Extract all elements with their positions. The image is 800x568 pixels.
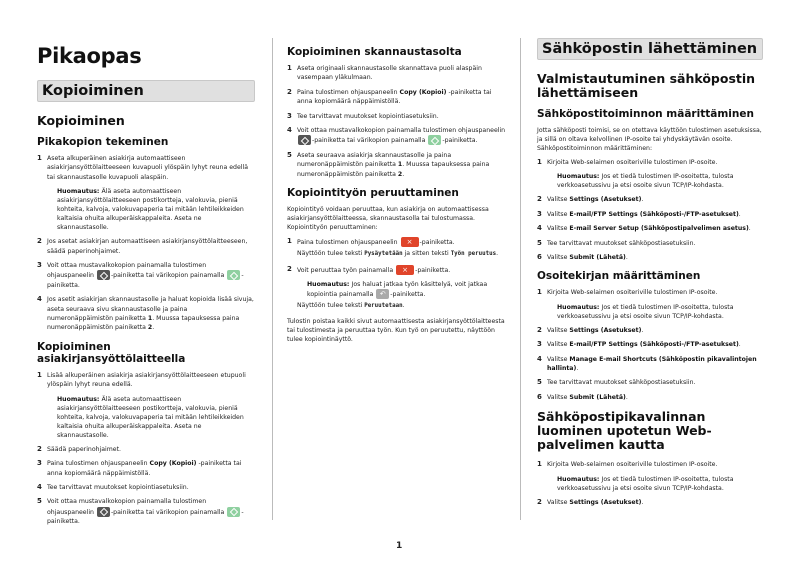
bold-text: 2 [147, 324, 153, 332]
step-number: 2 [287, 87, 292, 96]
bold-text: Submit (Lähetä) [569, 393, 626, 401]
start-color-icon [227, 270, 240, 280]
text: Jos et tiedä tulostimen IP-osoitetta, tulosta verkkoasetussivu ja etsi osoite sivun TCP/IP-kohdasta. [557, 303, 734, 320]
stop-icon [401, 237, 419, 247]
text: Valitse [547, 393, 570, 401]
bold-text: Submit (Lähetä) [569, 254, 626, 262]
step-item [287, 112, 507, 121]
column-right [537, 38, 763, 512]
text: Jos et tiedä tulostimen IP-osoitetta, tulosta verkkoasetussivu ja etsi osoite sivun TCP/IP-kohdasta. [557, 475, 734, 492]
step-item [37, 497, 255, 526]
text: -painiketta. [415, 266, 451, 274]
step-item [37, 371, 255, 390]
text: . [738, 341, 741, 349]
section-banner: Sähköpostin lähettäminen [537, 38, 763, 60]
text: . Muussa tapauksessa paina numeronäppäimistön painiketta [47, 315, 240, 332]
display-message: Peruutetaan [364, 303, 403, 310]
text: . Muussa tapauksessa paina numeronäppäimistön painiketta [297, 161, 490, 178]
text: Valitse [547, 355, 570, 363]
step-item [537, 224, 763, 233]
text: . [641, 196, 644, 204]
text: Älä aseta automaattiseen asiakirjansyöttölaitteeseen postikortteja, valokuvia, pieniä kohteita, kalvoja, valokuvapaperia tai mitään lehtileikkeiden kaltaisia ohuita alkuperäiskappaleita. Aseta ne skannaustasolle. [57, 395, 244, 439]
step-item [537, 355, 763, 374]
display-message: Pysäytetään [364, 251, 403, 258]
text: -painiketta tai anna kopiomäärä näppäimistöllä. [47, 460, 242, 477]
bold-text: 2 [397, 170, 403, 178]
bold-text: Settings (Asetukset) [569, 196, 642, 204]
text: Jos haluat jatkaa työn käsittelyä, voit jatkaa kopiointia painamalla [307, 281, 488, 299]
bold-text: Settings (Asetukset) [569, 498, 642, 506]
section-heading: Valmistautuminen sähköpostin lähettämiseen [537, 71, 756, 100]
step-number: 5 [537, 238, 542, 247]
subsection-heading: Sähköpostitoiminnon määrittäminen [537, 108, 754, 120]
text: Valitse [547, 210, 570, 218]
text: Valitse [547, 326, 570, 334]
text: Valitse [547, 254, 570, 262]
section-banner: Kopioiminen [37, 80, 255, 102]
step-number: 5 [537, 378, 542, 387]
text: Tee tarvittavat muutokset sähköpostiasetuksiin. [547, 239, 696, 247]
step-number: 2 [37, 237, 42, 246]
step-item [37, 459, 255, 478]
text: . [641, 498, 644, 506]
step-item [537, 210, 763, 219]
subsection-heading: Kopiointityön peruuttaminen [287, 187, 459, 200]
bold-text: Settings (Asetukset) [569, 326, 642, 334]
text: . [748, 225, 751, 233]
bold-text: Huomautus: [57, 395, 102, 403]
step-item [287, 64, 507, 83]
step-item [287, 126, 507, 146]
column-divider [520, 38, 521, 520]
step-item [537, 460, 763, 469]
text: Näyttöön tulee teksti [297, 250, 365, 258]
text: -painiketta. [47, 272, 244, 289]
step-number: 1 [37, 154, 42, 162]
text: Tulostin poistaa kaikki sivut automaattisesta asiakirjansyöttölaitteesta tai tulostimesta ja peruuttaa työn. Kun työ on peruutettu, näyttöön tulee kopiointinäyttö. [287, 317, 505, 343]
bold-text: E-mail/FTP Settings (Sähköposti-/FTP-asetukset) [569, 341, 739, 349]
text: Voit ottaa mustavalkokopion painamalla tulostimen ohjauspaneelin [47, 498, 207, 516]
column-left [37, 38, 255, 532]
step-item [287, 88, 507, 107]
subsection-heading: Kopioiminen asiakirjansyöttölaitteella [37, 340, 186, 365]
text: Lisää alkuperäinen asiakirja asiakirjansyöttölaitteeseen etupuoli ylöspäin lyhyt reuna edellä. [47, 371, 246, 389]
text: -painiketta tai värikopion painamalla [312, 137, 428, 145]
step-item [537, 393, 763, 402]
section-heading: Kopioiminen [37, 113, 125, 128]
column-middle [287, 38, 507, 349]
text: Jos et tiedä tulostimen IP-osoitetta, tulosta verkkoasetussivu ja etsi osoite sivun TCP/IP-kohdasta. [557, 173, 734, 190]
bold-text: Manage E-mail Shortcuts (Sähköpostin pikavalintojen hallinta) [547, 355, 757, 373]
step-item [537, 239, 763, 248]
step-item [537, 340, 763, 349]
text: Jos asetit asiakirjan skannaustasolle ja haluat kopioida lisää sivuja, aseta seuraava sivu skannaustasolle ja paina numeronäppäimistön painiketta [47, 296, 254, 323]
note [37, 187, 255, 232]
step-item [287, 237, 507, 247]
step-number: 1 [287, 64, 292, 72]
page-number: 1 [396, 541, 403, 551]
section-heading: Sähköpostipikavalinnan luominen upotetun Web-palvelimen kautta [537, 409, 712, 453]
step-number: 1 [537, 158, 542, 166]
stop-icon [396, 265, 414, 275]
text: . [576, 365, 579, 373]
step-number: 4 [537, 224, 542, 233]
start-black-icon [97, 507, 110, 517]
text: Jotta sähköposti toimisi, se on otettava käyttöön tulostimen asetuksissa, ja sillä on oltava kelvollinen IP-osoite tai yhdyskäytävän osoite. Sähköpostitoiminnon määrittäminen: [537, 127, 762, 152]
step-number: 4 [287, 126, 292, 135]
step-number: 4 [537, 354, 542, 363]
step-number: 1 [537, 288, 542, 297]
text: Aseta alkuperäinen asiakirja automaattiseen asiakirjansyöttölaitteeseen kuvapuoli ylöspäin lyhyt reuna edellä tai skannaustasolle kuvapuoli alaspäin. [47, 155, 249, 181]
step-number: 1 [287, 237, 292, 246]
text: -painiketta tai värikopion painamalla [110, 508, 227, 516]
text: ja sitten teksti [402, 250, 451, 258]
step-item [287, 265, 507, 275]
text: -painiketta tai anna kopiomäärä näppäimistöllä. [297, 88, 492, 106]
note [537, 172, 763, 190]
display-message: Työn peruutus [450, 251, 497, 258]
text: . [152, 324, 155, 332]
text: Kirjoita Web-selaimen osoiteriville tulostimen IP-osoite. [547, 159, 718, 166]
step-number: 2 [537, 195, 542, 204]
bold-text: 1 [397, 161, 403, 169]
column-divider [272, 38, 273, 520]
paragraph [287, 317, 507, 344]
step-item [37, 295, 255, 333]
step-item [287, 151, 507, 179]
note [287, 280, 507, 299]
step-number: 3 [537, 209, 542, 218]
note [537, 475, 763, 493]
step-item [537, 326, 763, 335]
step-item [37, 445, 255, 454]
step-number: 2 [537, 497, 542, 506]
bold-text: E-mail Server Setup (Sähköpostipalvelimen asetus) [569, 225, 749, 233]
step-item [537, 158, 763, 167]
step-number: 3 [37, 459, 42, 468]
bold-text: Huomautus: [557, 303, 602, 311]
text: . [738, 210, 741, 218]
start-black-icon [298, 135, 311, 145]
text: Jos asetat asiakirjan automaattiseen asiakirjansyöttölaitteeseen, säädä paperinohjaimet. [47, 238, 248, 255]
step-item [37, 237, 255, 256]
text: . [625, 393, 628, 401]
back-icon [376, 289, 389, 299]
text: Voit ottaa mustavalkokopion painamalla tulostimen ohjauspaneelin [47, 262, 207, 280]
paragraph [287, 205, 507, 232]
text: -painiketta. [47, 508, 244, 526]
bold-text: Huomautus: [57, 188, 102, 196]
step-number: 2 [287, 264, 292, 273]
text: Voit peruuttaa työn painamalla [297, 266, 396, 274]
bold-text: Huomautus: [557, 173, 602, 181]
step-item [537, 288, 763, 297]
step-item [37, 261, 255, 290]
text: Kopiointityö voidaan peruuttaa, kun asiakirja on automaattisessa asiakirjansyöttölaitteessa, skannaustasolla tai tulostumassa. Kopiointityön peruuttaminen: [287, 206, 489, 232]
paragraph [537, 126, 763, 153]
text: Valitse [547, 341, 570, 349]
text: -painiketta. [442, 137, 478, 145]
bold-text: Huomautus: [557, 475, 602, 483]
text: -painiketta. [390, 291, 426, 299]
step-item [37, 483, 255, 492]
text: . [625, 254, 628, 262]
text: Älä aseta automaattiseen asiakirjansyöttölaitteeseen postikortteja, valokuvia, pieniä kohteita, kalvoja, valokuvapaperia tai mitään lehtileikkeiden kaltaisia ohuita alkuperäiskappaleita. Aseta ne skannaustasolle. [57, 188, 244, 232]
text: Aseta originaali skannaustasolle skannattava puoli alaspäin vasempaan yläkulmaan. [297, 65, 482, 82]
text: Valitse [547, 498, 570, 506]
text: . [641, 326, 644, 334]
bold-text: Huomautus: [307, 281, 352, 289]
text: . [496, 250, 499, 258]
text: Säädä paperinohjaimet. [47, 445, 121, 453]
step-number: 5 [287, 150, 292, 159]
subsection-heading: Osoitekirjan määrittäminen [537, 270, 701, 283]
step-detail [287, 301, 507, 311]
subsection-heading: Kopioiminen skannaustasolta [287, 46, 462, 58]
step-detail [287, 249, 507, 259]
text: Näyttöön tulee teksti [297, 302, 365, 310]
step-number: 6 [537, 253, 542, 262]
step-item [37, 154, 255, 182]
text: Kirjoita Web-selaimen osoiteriville tulostimen IP-osoite. [547, 461, 718, 469]
step-item [537, 378, 763, 387]
start-black-icon [97, 270, 110, 280]
bold-text: Copy (Kopioi) [399, 88, 447, 96]
step-number: 1 [537, 460, 542, 469]
step-number: 3 [37, 261, 42, 270]
bold-text: 1 [147, 315, 153, 323]
bold-text: E-mail/FTP Settings (Sähköposti-/FTP-asetukset) [569, 210, 739, 218]
note [37, 395, 255, 440]
text: -painiketta. [419, 239, 455, 247]
note [537, 303, 763, 321]
text: . [402, 302, 405, 310]
step-number: 4 [37, 295, 42, 304]
text: Voit ottaa mustavalkokopion painamalla tulostimen ohjauspaneelin [297, 127, 506, 135]
step-number: 5 [37, 497, 42, 506]
bold-text: Copy (Kopioi) [149, 460, 197, 468]
step-number: 3 [537, 340, 542, 349]
text: Valitse [547, 196, 570, 204]
text: Kirjoita Web-selaimen osoiteriville tulostimen IP-osoite. [547, 289, 718, 297]
step-item [537, 195, 763, 204]
text: Paina tulostimen ohjauspaneelin [47, 460, 150, 468]
text: -painiketta tai värikopion painamalla [110, 272, 227, 280]
page-title: Pikaopas [37, 44, 142, 68]
start-color-icon [428, 135, 441, 145]
text: Paina tulostimen ohjauspaneelin [297, 88, 400, 96]
step-number: 1 [37, 370, 42, 379]
start-color-icon [227, 507, 240, 517]
text: Valitse [547, 225, 570, 233]
step-item [537, 498, 763, 507]
step-number: 3 [287, 111, 292, 120]
step-number: 2 [37, 444, 42, 453]
step-number: 6 [537, 392, 542, 401]
step-number: 4 [37, 482, 42, 491]
subsection-heading: Pikakopion tekeminen [37, 136, 169, 148]
text: . [402, 170, 405, 178]
text: Tee tarvittavat muutokset sähköpostiasetuksiin. [547, 379, 696, 387]
step-number: 2 [537, 325, 542, 334]
text: Tee tarvittavat muutokset kopiointiasetuksiin. [47, 483, 189, 491]
text: Paina tulostimen ohjauspaneelin [297, 239, 400, 247]
step-item [537, 253, 763, 262]
text: Tee tarvittavat muutokset kopiointiasetuksiin. [297, 112, 439, 120]
text: Aseta seuraava asiakirja skannaustasolle ja paina numeronäppäimistön painiketta [297, 151, 452, 169]
